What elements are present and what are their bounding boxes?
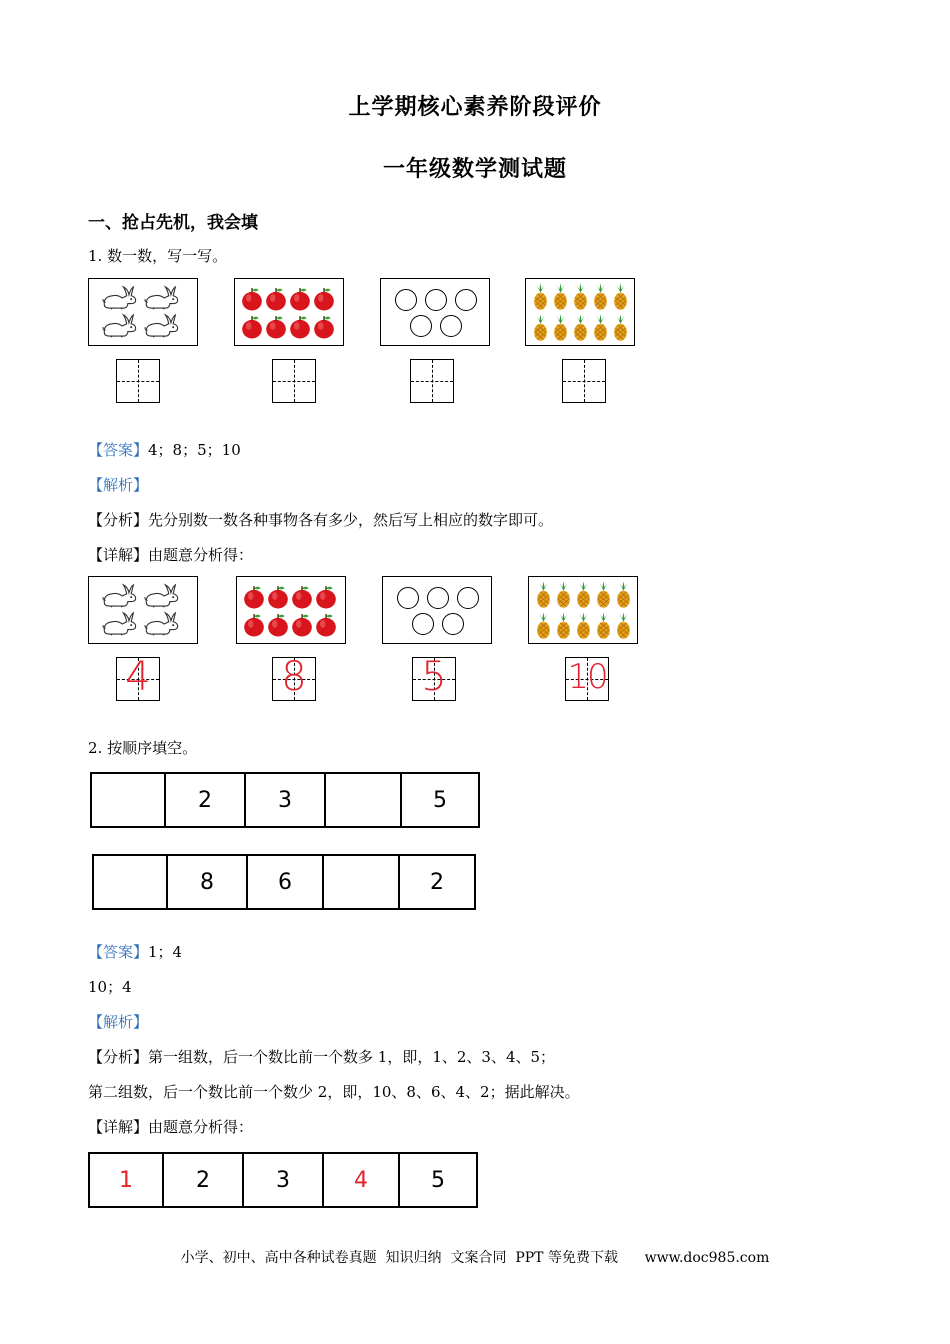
sequence-cell: 8 <box>168 856 248 908</box>
sequence-cell: 2 <box>164 1154 244 1206</box>
pineapple-icon <box>575 580 592 610</box>
circle-icon <box>442 613 464 635</box>
pineapple-icon <box>532 282 549 312</box>
sequence-cell-answer: 4 <box>324 1154 400 1206</box>
circle-icon <box>412 613 434 635</box>
page-subtitle: 一年级数学测试题 <box>382 156 567 182</box>
apple-icon <box>289 315 311 339</box>
fenxi-text: 先分别数一数各种事物各有多少，然后写上相应的数字即可。 <box>148 511 554 529</box>
circle-icon <box>395 289 417 311</box>
pineapple-icon <box>572 282 589 312</box>
pineapple-icon <box>615 580 632 610</box>
circle-box <box>382 576 492 644</box>
rabbit-icon <box>143 313 181 339</box>
q2-prompt: 2. 按顺序填空。 <box>88 739 198 757</box>
pineapple-icon <box>612 313 629 343</box>
q2-analysis-tag: 【解析】 <box>88 1013 149 1031</box>
sequence-cell: 2 <box>430 869 444 895</box>
detail-text: 由题意分析得： <box>148 546 254 564</box>
rabbit-icon <box>143 611 181 637</box>
sequence-cell: 5 <box>431 1167 445 1193</box>
pineapple-icon <box>532 313 549 343</box>
answer-grid-filled <box>412 654 456 701</box>
pineapple-icon <box>572 313 589 343</box>
answer-tag: 【答案】 <box>88 943 149 961</box>
rabbit-box <box>88 576 198 644</box>
pineapple-icon <box>595 580 612 610</box>
sequence-cell: 3 <box>244 1154 324 1206</box>
sequence-row-solved <box>88 1152 478 1208</box>
circle-icon <box>427 587 449 609</box>
answer-text: 4；8；5；10 <box>148 441 241 459</box>
page-title: 上学期核心素养阶段评价 <box>348 94 602 120</box>
apple-icon <box>243 613 265 637</box>
fenxi-text: 第一组数，后一个数比前一个数多 1，即，1、2、3、4、5； <box>148 1048 556 1066</box>
rabbit-box <box>88 278 198 346</box>
sequence-cell: 5 <box>433 787 447 813</box>
pineapple-icon <box>552 282 569 312</box>
q1-fenxi <box>88 509 553 530</box>
pineapple-icon <box>592 282 609 312</box>
apple-icon <box>267 613 289 637</box>
apple-box <box>236 576 346 644</box>
circle-icon <box>410 315 432 337</box>
circle-box <box>380 278 490 346</box>
apple-icon <box>291 613 313 637</box>
pineapple-icon <box>555 611 572 641</box>
apple-box <box>234 278 344 346</box>
answer-grid-empty[interactable] <box>562 359 606 403</box>
rabbit-icon <box>101 583 139 609</box>
circle-icon <box>425 289 447 311</box>
answer-digit: 5 <box>421 654 447 700</box>
answer-grid-empty[interactable] <box>272 359 316 403</box>
circle-icon <box>440 315 462 337</box>
detail-tag: 【详解】 <box>88 1118 149 1136</box>
q1-prompt: 1. 数一数，写一写。 <box>88 247 228 265</box>
answer-grid-filled <box>565 657 609 701</box>
detail-tag: 【详解】 <box>88 546 149 564</box>
q1-detail <box>88 544 253 565</box>
answer-tag: 【答案】 <box>88 441 149 459</box>
q1-answer <box>88 439 241 460</box>
answer-text: 1；4 <box>148 943 183 961</box>
circle-icon <box>455 289 477 311</box>
rabbit-icon <box>143 583 181 609</box>
sequence-cell: 6 <box>248 856 324 908</box>
answer-digit: 8 <box>281 654 307 700</box>
q2-answer <box>88 941 182 962</box>
pineapple-box <box>525 278 635 346</box>
pineapple-icon <box>592 313 609 343</box>
apple-icon <box>315 613 337 637</box>
apple-icon <box>265 287 287 311</box>
apple-icon <box>241 315 263 339</box>
rabbit-icon <box>101 285 139 311</box>
q2-answer-line2: 10；4 <box>88 978 132 996</box>
rabbit-icon <box>101 313 139 339</box>
circle-icon <box>457 587 479 609</box>
q2-fenxi <box>88 1046 555 1067</box>
pineapple-icon <box>615 611 632 641</box>
pineapple-box <box>528 576 638 644</box>
pineapple-icon <box>535 580 552 610</box>
apple-icon <box>265 315 287 339</box>
sequence-cell-blank[interactable] <box>326 774 402 826</box>
q1-analysis-tag: 【解析】 <box>88 476 149 494</box>
page-footer: 小学、初中、高中各种试卷真题 知识归纳 文案合同 PPT 等免费下载 www.doc985.com <box>180 1250 770 1266</box>
circle-icon <box>397 587 419 609</box>
pineapple-icon <box>575 611 592 641</box>
answer-grid-empty[interactable] <box>410 359 454 403</box>
sequence-row-2 <box>92 854 476 910</box>
pineapple-icon <box>595 611 612 641</box>
rabbit-icon <box>143 285 181 311</box>
q2-detail <box>88 1116 253 1137</box>
section-heading: 一、抢占先机，我会填 <box>88 213 258 233</box>
apple-icon <box>291 585 313 609</box>
sequence-cell: 2 <box>166 774 246 826</box>
sequence-cell: 3 <box>246 774 326 826</box>
answer-digit: 10 <box>567 657 607 697</box>
answer-grid-filled <box>116 654 160 701</box>
sequence-cell-blank[interactable] <box>94 856 168 908</box>
pineapple-icon <box>552 313 569 343</box>
pineapple-icon <box>535 611 552 641</box>
answer-grid-filled <box>272 654 316 701</box>
sequence-row-1 <box>90 772 480 828</box>
fenxi-tag: 【分析】 <box>88 511 149 529</box>
apple-icon <box>241 287 263 311</box>
q2-fenxi-line2: 第二组数，后一个数比前一个数少 2，即，10、8、6、4、2；据此解决。 <box>88 1083 580 1101</box>
sequence-cell-answer: 1 <box>90 1154 164 1206</box>
apple-icon <box>267 585 289 609</box>
apple-icon <box>243 585 265 609</box>
pineapple-icon <box>555 580 572 610</box>
apple-icon <box>315 585 337 609</box>
answer-digit: 4 <box>125 654 151 700</box>
fenxi-tag: 【分析】 <box>88 1048 149 1066</box>
answer-grid-empty[interactable] <box>116 359 160 403</box>
sequence-cell-blank[interactable] <box>324 856 400 908</box>
sequence-cell-blank[interactable] <box>92 774 166 826</box>
detail-text: 由题意分析得： <box>148 1118 254 1136</box>
apple-icon <box>313 315 335 339</box>
apple-icon <box>313 287 335 311</box>
apple-icon <box>289 287 311 311</box>
pineapple-icon <box>612 282 629 312</box>
rabbit-icon <box>101 611 139 637</box>
